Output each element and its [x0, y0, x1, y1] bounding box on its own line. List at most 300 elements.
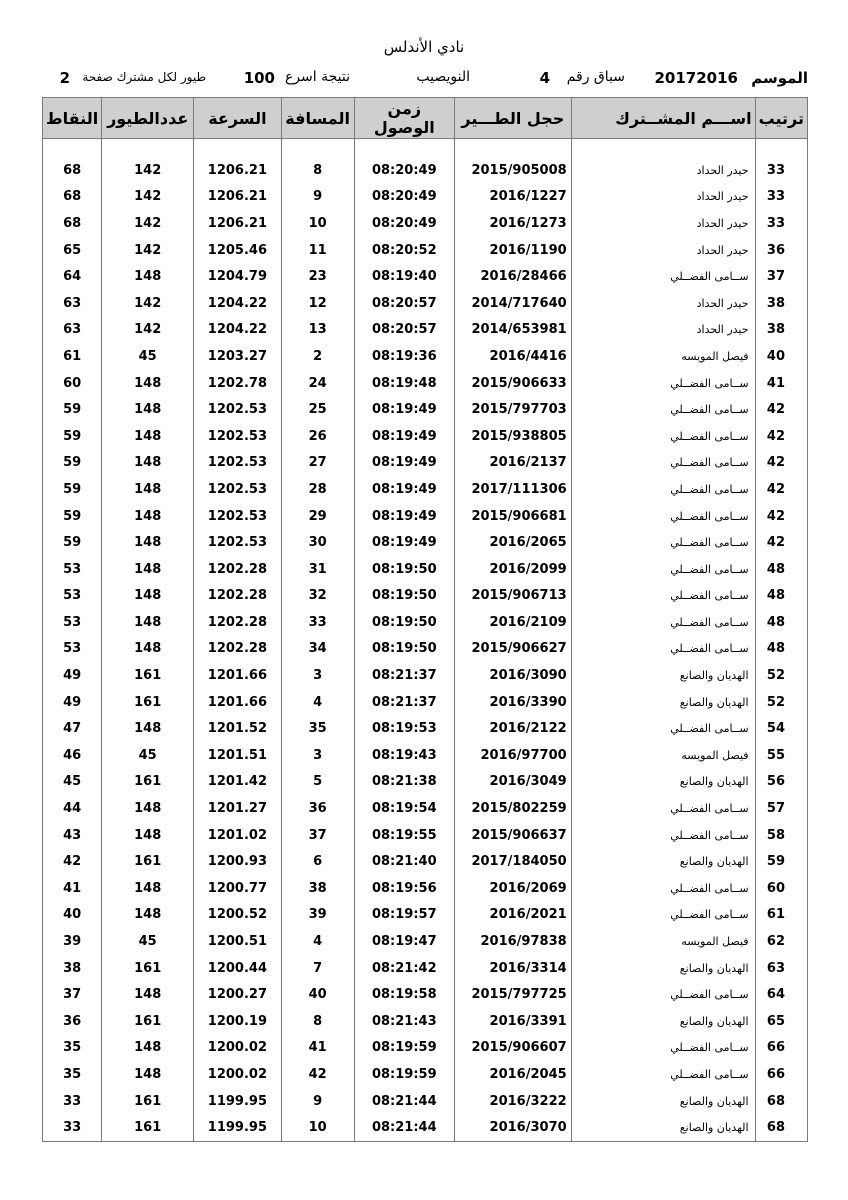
distance-cell: 37 — [281, 822, 354, 849]
arrival-time-cell: 08:19:59 — [354, 1035, 454, 1062]
points-cell: 40 — [43, 902, 102, 929]
bird-count-cell: 161 — [102, 662, 194, 689]
bird-count-cell: 148 — [102, 583, 194, 610]
arrival-time-cell: 08:19:48 — [354, 370, 454, 397]
table-row — [43, 875, 808, 902]
table-row — [43, 370, 808, 397]
rank-cell: 59 — [755, 848, 807, 875]
bird-count-cell: 45 — [102, 742, 194, 769]
bird-count-cell: 148 — [102, 423, 194, 450]
ring-cell: 2015/938805 — [454, 423, 571, 450]
arrival-time-cell: 08:20:57 — [354, 290, 454, 317]
speed-cell: 1201.02 — [194, 822, 282, 849]
distance-cell: 41 — [281, 1035, 354, 1062]
rank-cell: 42 — [755, 423, 807, 450]
points-cell: 33 — [43, 1114, 102, 1141]
distance-cell: 31 — [281, 556, 354, 583]
points-cell: 59 — [43, 476, 102, 503]
table-row — [43, 139, 808, 184]
ring-cell: 2016/28466 — [454, 263, 571, 290]
race-info-line — [0, 69, 848, 91]
ring-cell: 2016/3391 — [454, 1008, 571, 1035]
arrival-time-cell: 08:21:42 — [354, 955, 454, 982]
ring-cell: 2016/97838 — [454, 928, 571, 955]
distance-cell: 38 — [281, 875, 354, 902]
rank-cell: 42 — [755, 503, 807, 530]
table-row — [43, 795, 808, 822]
member-name-cell: الهديان والصانع — [571, 1114, 755, 1141]
ring-cell: 2016/3222 — [454, 1088, 571, 1115]
rank-cell: 61 — [755, 902, 807, 929]
col-header-ring: حجل الطـــير — [454, 98, 571, 139]
bird-count-cell: 161 — [102, 1114, 194, 1141]
bird-count-cell: 45 — [102, 928, 194, 955]
arrival-time-cell: 08:19:49 — [354, 529, 454, 556]
points-cell: 47 — [43, 715, 102, 742]
arrival-time-cell: 08:19:58 — [354, 981, 454, 1008]
rank-cell: 68 — [755, 1088, 807, 1115]
arrival-time-cell: 08:19:50 — [354, 556, 454, 583]
rank-cell: 48 — [755, 609, 807, 636]
distance-cell: 10 — [281, 210, 354, 237]
table-row — [43, 556, 808, 583]
speed-cell: 1202.28 — [194, 556, 282, 583]
speed-cell: 1200.02 — [194, 1035, 282, 1062]
member-name-cell: حيدر الحداد — [571, 184, 755, 211]
arrival-time-cell: 08:20:49 — [354, 184, 454, 211]
speed-cell: 1206.21 — [194, 139, 282, 184]
ring-cell: 2015/906627 — [454, 636, 571, 663]
points-cell: 53 — [43, 583, 102, 610]
distance-cell: 30 — [281, 529, 354, 556]
arrival-time-cell: 08:21:37 — [354, 689, 454, 716]
speed-cell: 1200.52 — [194, 902, 282, 929]
table-row — [43, 423, 808, 450]
member-name-cell: حيدر الحداد — [571, 210, 755, 237]
bird-count-cell: 148 — [102, 263, 194, 290]
ring-cell: 2016/2065 — [454, 529, 571, 556]
bird-count-cell: 148 — [102, 476, 194, 503]
col-header-points: النقاط — [43, 98, 102, 139]
rank-cell: 57 — [755, 795, 807, 822]
ring-cell: 2016/2021 — [454, 902, 571, 929]
arrival-time-cell: 08:21:44 — [354, 1114, 454, 1141]
distance-cell: 32 — [281, 583, 354, 610]
speed-cell: 1202.28 — [194, 636, 282, 663]
table-row — [43, 450, 808, 477]
arrival-time-cell: 08:19:55 — [354, 822, 454, 849]
rank-cell: 60 — [755, 875, 807, 902]
speed-cell: 1205.46 — [194, 237, 282, 264]
rank-cell: 64 — [755, 981, 807, 1008]
bird-count-cell: 142 — [102, 210, 194, 237]
table-row — [43, 662, 808, 689]
rank-cell: 58 — [755, 822, 807, 849]
distance-cell: 36 — [281, 795, 354, 822]
member-name-cell: الهديان والصانع — [571, 689, 755, 716]
member-name-cell: ســامى الفضــلي — [571, 503, 755, 530]
points-cell: 68 — [43, 184, 102, 211]
ring-cell: 2014/653981 — [454, 317, 571, 344]
member-name-cell: ســامى الفضــلي — [571, 583, 755, 610]
col-header-birds: عددالطيور — [102, 98, 194, 139]
distance-cell: 34 — [281, 636, 354, 663]
table-body — [43, 139, 808, 1142]
member-name-cell: ســامى الفضــلي — [571, 875, 755, 902]
bird-count-cell: 142 — [102, 139, 194, 184]
points-cell: 53 — [43, 556, 102, 583]
bird-count-cell: 142 — [102, 237, 194, 264]
member-name-cell: ســامى الفضــلي — [571, 529, 755, 556]
rank-cell: 63 — [755, 955, 807, 982]
bird-count-cell: 148 — [102, 503, 194, 530]
arrival-time-cell: 08:19:56 — [354, 875, 454, 902]
member-name-cell: ســامى الفضــلي — [571, 981, 755, 1008]
speed-cell: 1199.95 — [194, 1114, 282, 1141]
points-cell: 35 — [43, 1035, 102, 1062]
rank-cell: 36 — [755, 237, 807, 264]
bird-count-cell: 148 — [102, 529, 194, 556]
arrival-time-cell: 08:19:40 — [354, 263, 454, 290]
points-cell: 59 — [43, 529, 102, 556]
rank-cell: 66 — [755, 1035, 807, 1062]
distance-cell: 28 — [281, 476, 354, 503]
arrival-time-cell: 08:19:50 — [354, 583, 454, 610]
member-name-cell: حيدر الحداد — [571, 317, 755, 344]
distance-cell: 6 — [281, 848, 354, 875]
bird-count-cell: 142 — [102, 184, 194, 211]
distance-cell: 11 — [281, 237, 354, 264]
speed-cell: 1200.51 — [194, 928, 282, 955]
points-cell: 37 — [43, 981, 102, 1008]
points-cell: 59 — [43, 503, 102, 530]
fastest-label: نتيجة اسرع — [284, 69, 350, 85]
table-row — [43, 529, 808, 556]
distance-cell: 24 — [281, 370, 354, 397]
col-header-rank: ترتيب — [755, 98, 807, 139]
club-title: نادي الأندلس — [383, 38, 465, 56]
rank-cell: 54 — [755, 715, 807, 742]
bird-count-cell: 45 — [102, 343, 194, 370]
speed-cell: 1206.21 — [194, 184, 282, 211]
distance-cell: 3 — [281, 662, 354, 689]
rank-cell: 42 — [755, 396, 807, 423]
col-header-name: اســـم المشــترك — [571, 98, 755, 139]
bird-count-cell: 161 — [102, 769, 194, 796]
distance-cell: 25 — [281, 396, 354, 423]
member-name-cell: ســامى الفضــلي — [571, 1061, 755, 1088]
arrival-time-cell: 08:20:57 — [354, 317, 454, 344]
bird-count-cell: 161 — [102, 848, 194, 875]
season-value: 20172016 — [654, 69, 738, 87]
arrival-time-cell: 08:19:43 — [354, 742, 454, 769]
member-name-cell: ســامى الفضــلي — [571, 370, 755, 397]
distance-cell: 4 — [281, 689, 354, 716]
col-header-distance: المسافة — [281, 98, 354, 139]
ring-cell: 2016/1273 — [454, 210, 571, 237]
rank-cell: 52 — [755, 662, 807, 689]
ring-cell: 2016/97700 — [454, 742, 571, 769]
distance-cell: 23 — [281, 263, 354, 290]
bird-count-cell: 148 — [102, 715, 194, 742]
member-name-cell: الهديان والصانع — [571, 662, 755, 689]
ring-cell: 2016/2137 — [454, 450, 571, 477]
speed-cell: 1202.28 — [194, 609, 282, 636]
distance-cell: 10 — [281, 1114, 354, 1141]
speed-cell: 1200.02 — [194, 1061, 282, 1088]
arrival-time-cell: 08:21:37 — [354, 662, 454, 689]
table-row — [43, 689, 808, 716]
bird-count-cell: 161 — [102, 955, 194, 982]
bird-count-cell: 161 — [102, 1008, 194, 1035]
member-name-cell: ســامى الفضــلي — [571, 263, 755, 290]
arrival-time-cell: 08:20:49 — [354, 210, 454, 237]
table-row — [43, 715, 808, 742]
arrival-time-cell: 08:21:40 — [354, 848, 454, 875]
ring-cell: 2016/3390 — [454, 689, 571, 716]
bird-count-cell: 148 — [102, 636, 194, 663]
speed-cell: 1204.22 — [194, 317, 282, 344]
table-row — [43, 955, 808, 982]
ring-cell: 2016/3049 — [454, 769, 571, 796]
bird-count-cell: 148 — [102, 556, 194, 583]
speed-cell: 1201.42 — [194, 769, 282, 796]
rank-cell: 33 — [755, 210, 807, 237]
race-location: النويصيب — [416, 69, 470, 85]
speed-cell: 1202.53 — [194, 396, 282, 423]
ring-cell: 2015/905008 — [454, 139, 571, 184]
bird-count-cell: 161 — [102, 689, 194, 716]
points-cell: 59 — [43, 423, 102, 450]
table-header-row — [43, 98, 808, 139]
arrival-time-cell: 08:19:50 — [354, 609, 454, 636]
speed-cell: 1200.19 — [194, 1008, 282, 1035]
ring-cell: 2015/906633 — [454, 370, 571, 397]
rank-cell: 42 — [755, 450, 807, 477]
bird-count-cell: 148 — [102, 902, 194, 929]
points-cell: 68 — [43, 210, 102, 237]
speed-cell: 1200.93 — [194, 848, 282, 875]
distance-cell: 27 — [281, 450, 354, 477]
table-row — [43, 583, 808, 610]
ring-cell: 2015/797703 — [454, 396, 571, 423]
table-row — [43, 1088, 808, 1115]
distance-cell: 33 — [281, 609, 354, 636]
speed-cell: 1202.53 — [194, 450, 282, 477]
ring-cell: 2016/2069 — [454, 875, 571, 902]
ring-cell: 2016/1227 — [454, 184, 571, 211]
bird-count-cell: 148 — [102, 822, 194, 849]
speed-cell: 1202.53 — [194, 503, 282, 530]
speed-cell: 1200.27 — [194, 981, 282, 1008]
rank-cell: 37 — [755, 263, 807, 290]
speed-cell: 1201.66 — [194, 689, 282, 716]
arrival-time-cell: 08:20:52 — [354, 237, 454, 264]
speed-cell: 1202.53 — [194, 476, 282, 503]
table-row — [43, 928, 808, 955]
arrival-time-cell: 08:19:50 — [354, 636, 454, 663]
distance-cell: 5 — [281, 769, 354, 796]
speed-cell: 1199.95 — [194, 1088, 282, 1115]
ring-cell: 2015/906713 — [454, 583, 571, 610]
table-row — [43, 343, 808, 370]
bird-count-cell: 148 — [102, 981, 194, 1008]
table-row — [43, 237, 808, 264]
speed-cell: 1206.21 — [194, 210, 282, 237]
bird-count-cell: 161 — [102, 1088, 194, 1115]
bird-count-cell: 148 — [102, 1035, 194, 1062]
ring-cell: 2017/111306 — [454, 476, 571, 503]
ring-cell: 2016/3070 — [454, 1114, 571, 1141]
ring-cell: 2015/802259 — [454, 795, 571, 822]
points-cell: 65 — [43, 237, 102, 264]
arrival-time-cell: 08:19:49 — [354, 503, 454, 530]
arrival-time-cell: 08:19:36 — [354, 343, 454, 370]
table-row — [43, 503, 808, 530]
points-cell: 53 — [43, 609, 102, 636]
arrival-time-cell: 08:19:54 — [354, 795, 454, 822]
distance-cell: 39 — [281, 902, 354, 929]
table-row — [43, 609, 808, 636]
table-row — [43, 1035, 808, 1062]
member-name-cell: فيصل المويسه — [571, 928, 755, 955]
member-name-cell: الهديان والصانع — [571, 1088, 755, 1115]
table-row — [43, 476, 808, 503]
speed-cell: 1201.27 — [194, 795, 282, 822]
ring-cell: 2016/2122 — [454, 715, 571, 742]
ring-cell: 2016/3314 — [454, 955, 571, 982]
member-name-cell: ســامى الفضــلي — [571, 609, 755, 636]
speed-cell: 1204.79 — [194, 263, 282, 290]
rank-cell: 40 — [755, 343, 807, 370]
col-header-arrival: زمن الوصول — [354, 98, 454, 139]
member-name-cell: ســامى الفضــلي — [571, 822, 755, 849]
points-cell: 42 — [43, 848, 102, 875]
rank-cell: 33 — [755, 184, 807, 211]
distance-cell: 7 — [281, 955, 354, 982]
arrival-time-cell: 08:19:57 — [354, 902, 454, 929]
points-cell: 63 — [43, 290, 102, 317]
rank-cell: 66 — [755, 1061, 807, 1088]
speed-cell: 1203.27 — [194, 343, 282, 370]
member-name-cell: فيصل المويسه — [571, 343, 755, 370]
distance-cell: 8 — [281, 139, 354, 184]
rank-cell: 38 — [755, 317, 807, 344]
table-row — [43, 263, 808, 290]
member-name-cell: حيدر الحداد — [571, 290, 755, 317]
per-member-label: طيور لكل مشترك صفحة — [82, 70, 206, 84]
member-name-cell: ســامى الفضــلي — [571, 902, 755, 929]
ring-cell: 2014/717640 — [454, 290, 571, 317]
distance-cell: 4 — [281, 928, 354, 955]
speed-cell: 1201.51 — [194, 742, 282, 769]
table-row — [43, 210, 808, 237]
ring-cell: 2016/2045 — [454, 1061, 571, 1088]
ring-cell: 2015/906637 — [454, 822, 571, 849]
arrival-time-cell: 08:19:49 — [354, 450, 454, 477]
member-name-cell: ســامى الفضــلي — [571, 450, 755, 477]
speed-cell: 1202.78 — [194, 370, 282, 397]
rank-cell: 48 — [755, 556, 807, 583]
arrival-time-cell: 08:19:47 — [354, 928, 454, 955]
ring-cell: 2016/2109 — [454, 609, 571, 636]
points-cell: 46 — [43, 742, 102, 769]
member-name-cell: ســامى الفضــلي — [571, 1035, 755, 1062]
rank-cell: 38 — [755, 290, 807, 317]
member-name-cell: ســامى الفضــلي — [571, 423, 755, 450]
table-row — [43, 769, 808, 796]
rank-cell: 52 — [755, 689, 807, 716]
member-name-cell: الهديان والصانع — [571, 955, 755, 982]
member-name-cell: حيدر الحداد — [571, 139, 755, 184]
distance-cell: 2 — [281, 343, 354, 370]
member-name-cell: الهديان والصانع — [571, 1008, 755, 1035]
points-cell: 49 — [43, 662, 102, 689]
distance-cell: 9 — [281, 1088, 354, 1115]
distance-cell: 12 — [281, 290, 354, 317]
distance-cell: 9 — [281, 184, 354, 211]
arrival-time-cell: 08:19:49 — [354, 423, 454, 450]
speed-cell: 1201.52 — [194, 715, 282, 742]
table-row — [43, 822, 808, 849]
points-cell: 53 — [43, 636, 102, 663]
points-cell: 35 — [43, 1061, 102, 1088]
table-row — [43, 184, 808, 211]
member-name-cell: ســامى الفضــلي — [571, 795, 755, 822]
distance-cell: 35 — [281, 715, 354, 742]
speed-cell: 1204.22 — [194, 290, 282, 317]
bird-count-cell: 148 — [102, 795, 194, 822]
distance-cell: 3 — [281, 742, 354, 769]
arrival-time-cell: 08:21:38 — [354, 769, 454, 796]
points-cell: 43 — [43, 822, 102, 849]
rank-cell: 68 — [755, 1114, 807, 1141]
points-cell: 59 — [43, 396, 102, 423]
rank-cell: 65 — [755, 1008, 807, 1035]
ring-cell: 2017/184050 — [454, 848, 571, 875]
distance-cell: 13 — [281, 317, 354, 344]
speed-cell: 1200.44 — [194, 955, 282, 982]
speed-cell: 1200.77 — [194, 875, 282, 902]
points-cell: 38 — [43, 955, 102, 982]
bird-count-cell: 142 — [102, 317, 194, 344]
arrival-time-cell: 08:19:59 — [354, 1061, 454, 1088]
arrival-time-cell: 08:21:44 — [354, 1088, 454, 1115]
rank-cell: 62 — [755, 928, 807, 955]
points-cell: 39 — [43, 928, 102, 955]
bird-count-cell: 148 — [102, 370, 194, 397]
ring-cell: 2015/906607 — [454, 1035, 571, 1062]
arrival-time-cell: 08:19:49 — [354, 396, 454, 423]
bird-count-cell: 148 — [102, 875, 194, 902]
rank-cell: 55 — [755, 742, 807, 769]
member-name-cell: حيدر الحداد — [571, 237, 755, 264]
speed-cell: 1202.28 — [194, 583, 282, 610]
arrival-time-cell: 08:19:49 — [354, 476, 454, 503]
distance-cell: 42 — [281, 1061, 354, 1088]
ring-cell: 2016/1190 — [454, 237, 571, 264]
ring-cell: 2015/797725 — [454, 981, 571, 1008]
points-cell: 44 — [43, 795, 102, 822]
rank-cell: 33 — [755, 139, 807, 184]
bird-count-cell: 142 — [102, 290, 194, 317]
table-row — [43, 981, 808, 1008]
speed-cell: 1201.66 — [194, 662, 282, 689]
member-name-cell: الهديان والصانع — [571, 769, 755, 796]
bird-count-cell: 148 — [102, 609, 194, 636]
ring-cell: 2015/906681 — [454, 503, 571, 530]
points-cell: 63 — [43, 317, 102, 344]
